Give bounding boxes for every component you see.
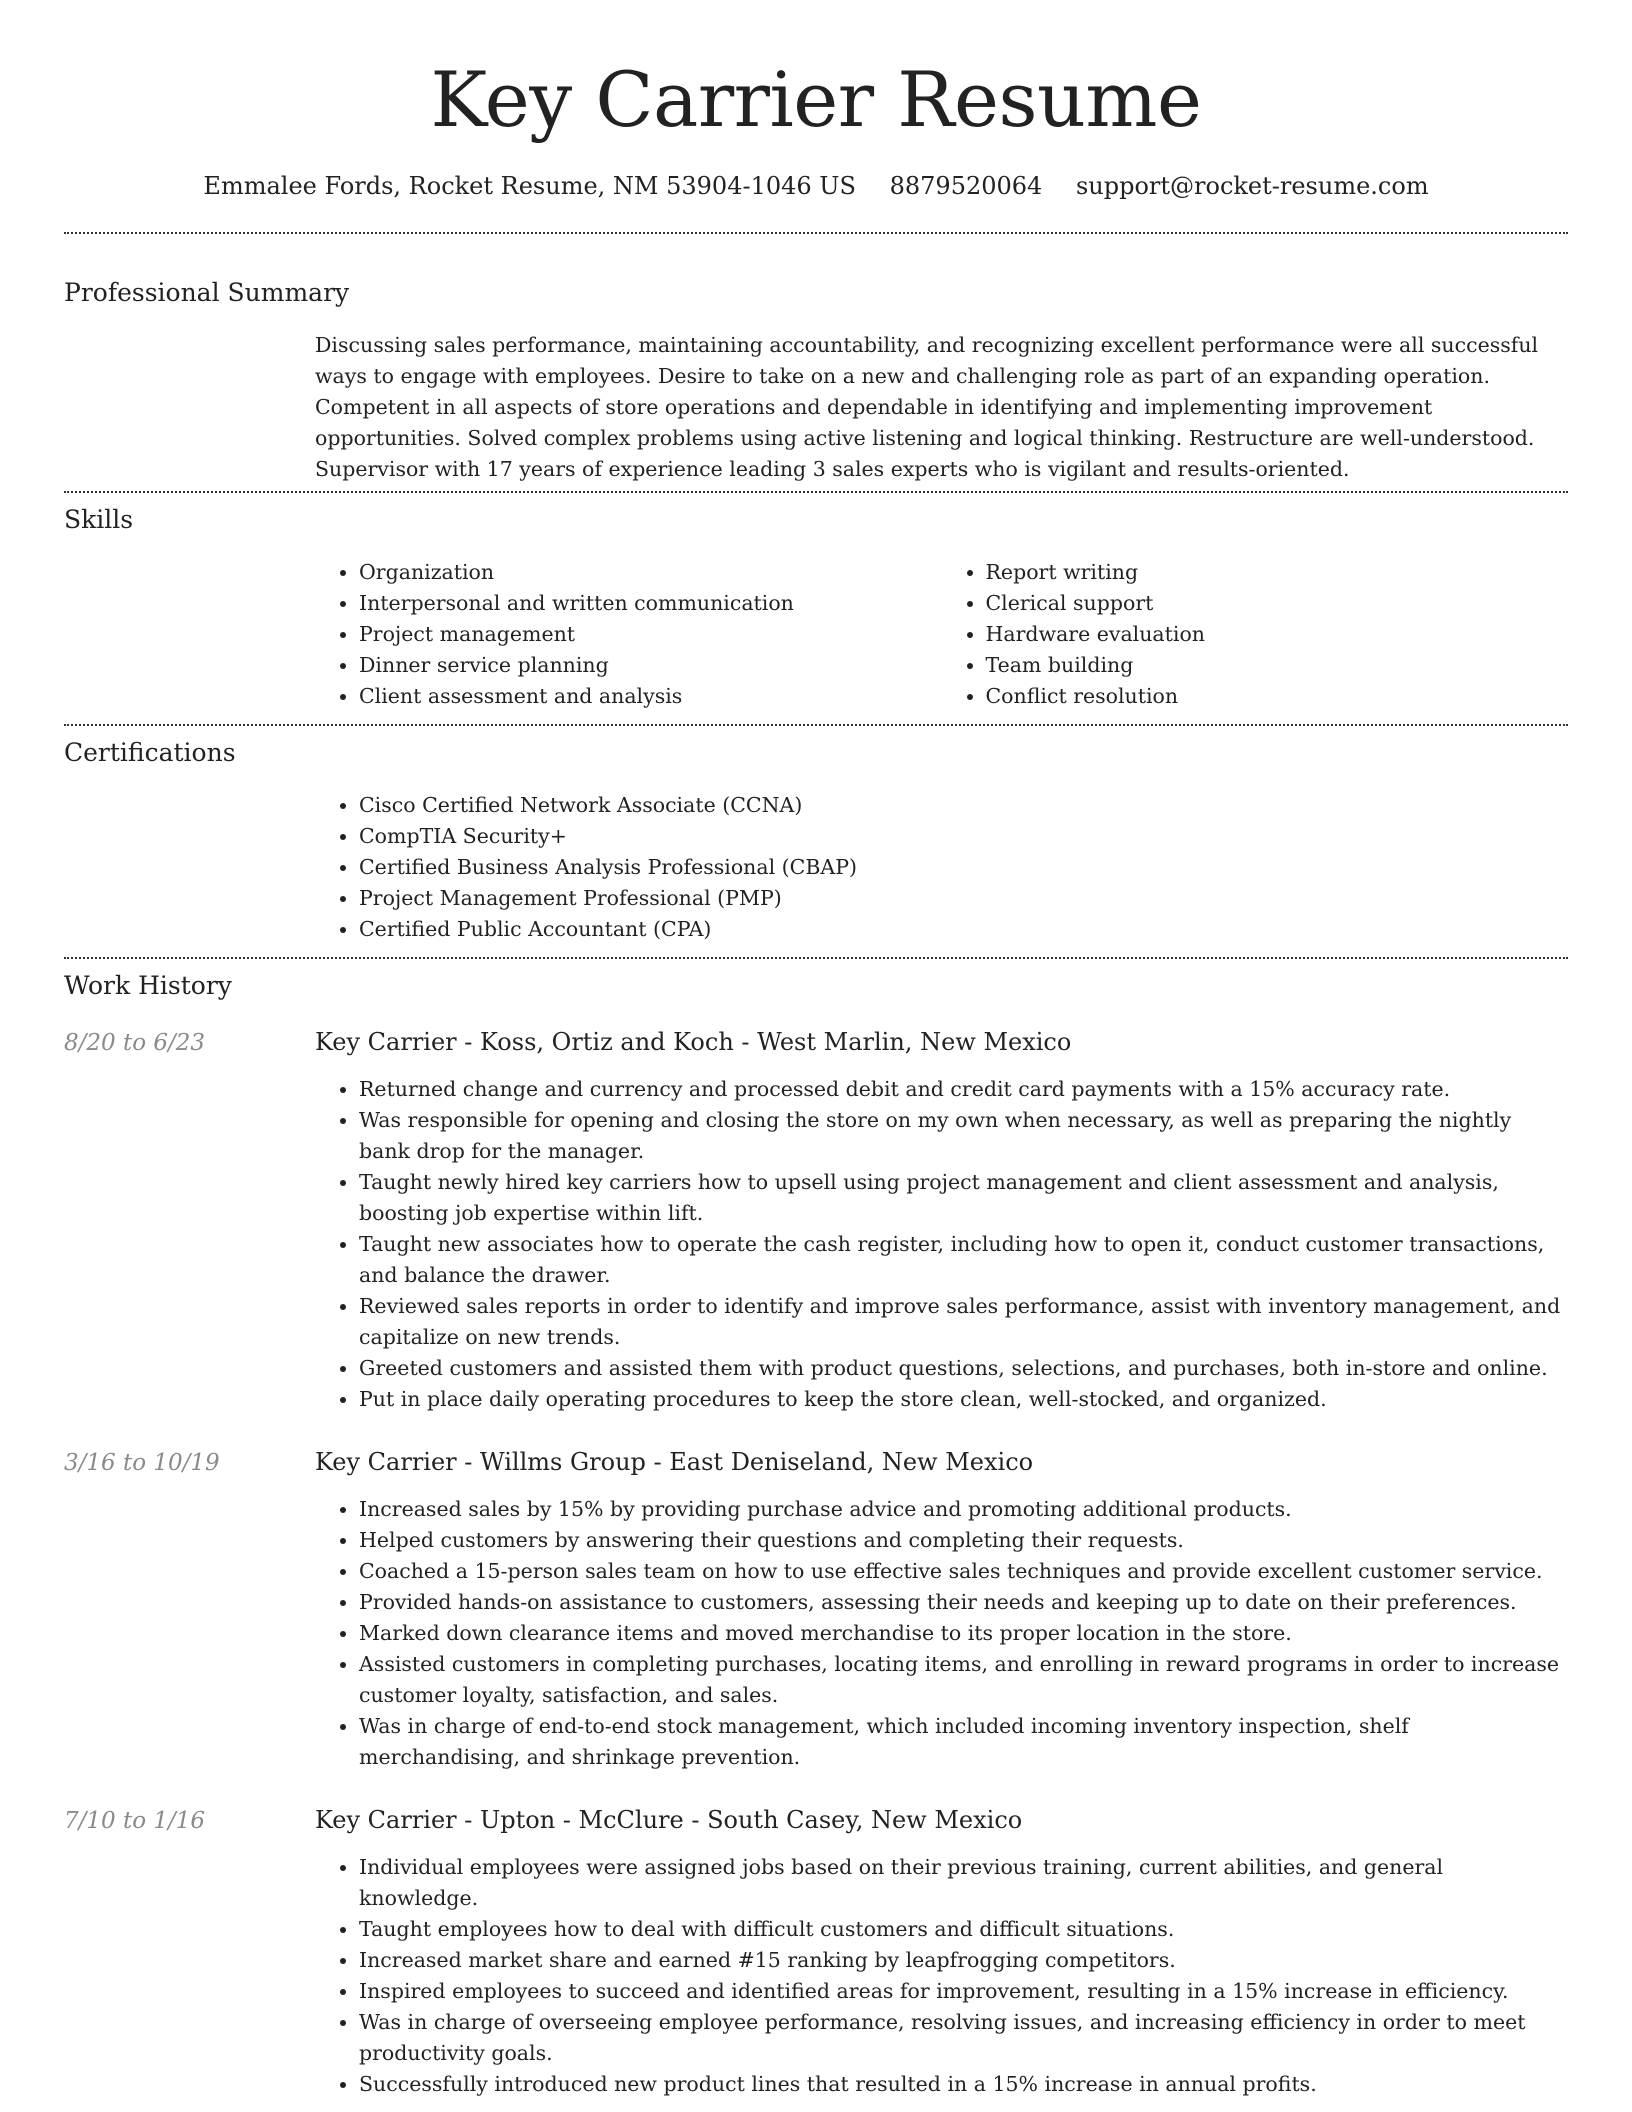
list-item: • Conflict resolution — [986, 681, 1569, 712]
job-entry — [64, 1445, 1568, 1773]
job-bullet-list — [315, 1494, 1568, 1773]
list-item: • Project management — [359, 619, 942, 650]
list-item: • Returned change and currency and processed debit and credit card payments with a 15% accuracy rate. — [359, 1074, 1568, 1105]
certifications-heading: Certifications — [64, 738, 236, 767]
skills-heading: Skills — [64, 505, 134, 534]
skills-list-left — [315, 557, 942, 712]
list-item: • Helped customers by answering their questions and completing their requests. — [359, 1525, 1568, 1556]
work-history-heading: Work History — [64, 971, 232, 1000]
summary-text: Discussing sales performance, maintaining accountability, and recognizing excellent performance were all successful ways to engage with employees. Desire to take on a new and challenging role as part of an expanding operation. Competent in all aspects of store operations and dependable in identifying and implementing improvement opportunities. Solved complex problems using active listening and logical thinking. Restructure are well-understood. Supervisor with 17 years of experience leading 3 sales experts who is vigilant and results-oriented. — [315, 333, 1539, 481]
list-item: • Individual employees were assigned jobs based on their previous training, current abilities, and general knowledge. — [359, 1852, 1568, 1914]
summary-heading: Professional Summary — [64, 278, 350, 307]
list-item: • Report writing — [986, 557, 1569, 588]
job-bullets — [315, 1074, 1568, 1415]
skills-section — [0, 493, 1632, 712]
list-item: • CompTIA Security+ — [359, 821, 1568, 852]
job-header — [64, 1445, 1568, 1480]
certifications-section — [0, 726, 1632, 945]
page-title: Key Carrier Resume — [430, 55, 1202, 144]
job-bullets — [315, 1852, 1568, 2100]
list-item: • Was in charge of end-to-end stock management, which included incoming inventory inspection, shelf merchandising, and shrinkage prevention. — [359, 1711, 1568, 1773]
certifications-content — [315, 790, 1568, 945]
skills-content — [315, 557, 1568, 712]
list-item: • Certified Public Accountant (CPA) — [359, 914, 1568, 945]
job-title: Key Carrier - Willms Group - East Deniseland, New Mexico — [315, 1448, 1034, 1476]
job-title: Key Carrier - Koss, Ortiz and Koch - West Marlin, New Mexico — [315, 1028, 1072, 1056]
job-header — [64, 1025, 1568, 1060]
list-item: • Greeted customers and assisted them with product questions, selections, and purchases, both in-store and online. — [359, 1353, 1568, 1384]
list-item: • Taught new associates how to operate the cash register, including how to open it, conduct customer transactions, and balance the drawer. — [359, 1229, 1568, 1291]
contact-address: Emmalee Fords, Rocket Resume, NM 53904-1046 US — [203, 172, 856, 200]
list-item: • Organization — [359, 557, 942, 588]
job-bullets — [315, 1494, 1568, 1773]
skills-list-right — [942, 557, 1569, 712]
list-item: • Hardware evaluation — [986, 619, 1569, 650]
list-item: • Coached a 15-person sales team on how to use effective sales techniques and provide excellent customer service. — [359, 1556, 1568, 1587]
list-item: • Increased market share and earned #15 ranking by leapfrogging competitors. — [359, 1945, 1568, 1976]
certifications-list — [315, 790, 1568, 945]
list-item: • Was responsible for opening and closing the store on my own when necessary, as well as preparing the nightly bank drop for the manager. — [359, 1105, 1568, 1167]
list-item: • Taught employees how to deal with difficult customers and difficult situations. — [359, 1914, 1568, 1945]
contact-phone: 8879520064 — [889, 172, 1043, 200]
job-header — [64, 1803, 1568, 1838]
list-item: • Provided hands-on assistance to customers, assessing their needs and keeping up to date on their preferences. — [359, 1587, 1568, 1618]
list-item: • Reviewed sales reports in order to identify and improve sales performance, assist with inventory management, and capitalize on new trends. — [359, 1291, 1568, 1353]
contact-email: support@rocket-resume.com — [1075, 172, 1429, 200]
list-item: • Assisted customers in completing purchases, locating items, and enrolling in reward programs in order to increase customer loyalty, satisfaction, and sales. — [359, 1649, 1568, 1711]
resume-header — [0, 0, 1632, 202]
work-history-section — [0, 959, 1632, 2100]
list-item: • Successfully introduced new product lines that resulted in a 15% increase in annual profits. — [359, 2069, 1568, 2100]
list-item: • Taught newly hired key carriers how to upsell using project management and client assessment and analysis, boosting job expertise within lift. — [359, 1167, 1568, 1229]
contact-line — [0, 170, 1632, 202]
list-item: • Inspired employees to succeed and identified areas for improvement, resulting in a 15% increase in efficiency. — [359, 1976, 1568, 2007]
list-item: • Client assessment and analysis — [359, 681, 942, 712]
job-title: Key Carrier - Upton - McClure - South Casey, New Mexico — [315, 1806, 1023, 1834]
list-item: • Team building — [986, 650, 1569, 681]
list-item: • Increased sales by 15% by providing purchase advice and promoting additional products. — [359, 1494, 1568, 1525]
job-entry — [64, 1803, 1568, 2100]
job-dates: 3/16 to 10/19 — [64, 1450, 220, 1476]
list-item: • Certified Business Analysis Professional (CBAP) — [359, 852, 1568, 883]
job-dates: 8/20 to 6/23 — [64, 1030, 206, 1056]
job-dates: 7/10 to 1/16 — [64, 1808, 206, 1834]
list-item: • Clerical support — [986, 588, 1569, 619]
job-entry — [64, 1025, 1568, 1415]
summary-content — [315, 330, 1568, 485]
summary-section — [0, 234, 1632, 485]
list-item: • Interpersonal and written communication — [359, 588, 942, 619]
list-item: • Marked down clearance items and moved merchandise to its proper location in the store. — [359, 1618, 1568, 1649]
list-item: • Put in place daily operating procedures to keep the store clean, well-stocked, and organized. — [359, 1384, 1568, 1415]
skills-columns — [315, 557, 1568, 712]
list-item: • Dinner service planning — [359, 650, 942, 681]
job-bullet-list — [315, 1074, 1568, 1415]
list-item: • Cisco Certified Network Associate (CCNA) — [359, 790, 1568, 821]
list-item: • Project Management Professional (PMP) — [359, 883, 1568, 914]
list-item: • Was in charge of overseeing employee performance, resolving issues, and increasing efficiency in order to meet productivity goals. — [359, 2007, 1568, 2069]
job-bullet-list — [315, 1852, 1568, 2100]
